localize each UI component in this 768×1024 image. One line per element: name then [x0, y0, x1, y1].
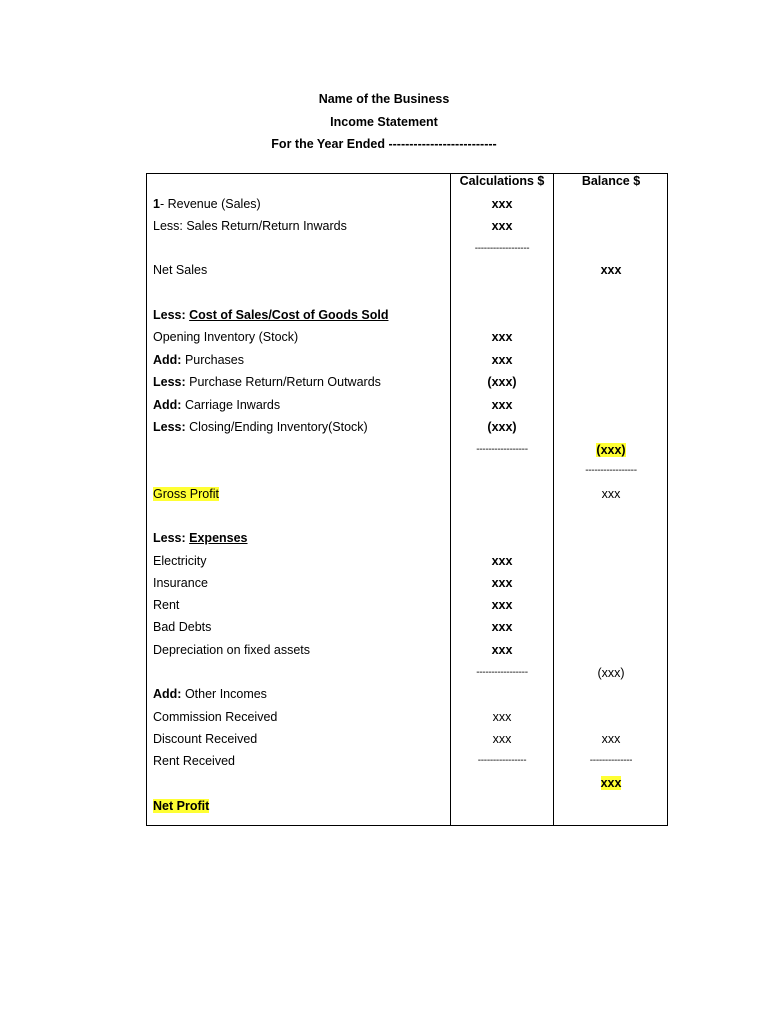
rent-received-row [147, 752, 667, 770]
carriage-inwards-row [147, 396, 667, 414]
commission-received-label: Commission Received [153, 710, 278, 724]
other-incomes-total: xxx [601, 732, 621, 746]
commission-received-calc: xxx [492, 710, 512, 724]
electricity-row [147, 552, 667, 570]
electricity-calc: xxx [491, 554, 513, 568]
insurance-calc: xxx [491, 576, 513, 590]
purchase-return-calc: (xxx) [487, 375, 517, 389]
net-profit-value-row [147, 774, 667, 792]
net-sales-label: Net Sales [153, 263, 208, 277]
separator-line: ----------------- [585, 465, 637, 476]
net-sales-balance: xxx [600, 263, 622, 277]
carriage-inwards-label: Add: Carriage Inwards [153, 398, 281, 412]
expenses-total-row [147, 664, 667, 682]
bad-debts-label: Bad Debts [153, 620, 212, 634]
closing-inventory-calc: (xxx) [487, 420, 517, 434]
opening-inventory-label: Opening Inventory (Stock) [153, 330, 299, 344]
depreciation-calc: xxx [491, 643, 513, 657]
closing-inventory-row [147, 418, 667, 436]
separator-line: -------------- [589, 755, 633, 766]
other-incomes-heading: Add: Other Incomes [153, 687, 267, 701]
purchase-return-row [147, 373, 667, 391]
net-sales-row [147, 261, 667, 279]
opening-inventory-row [147, 328, 667, 346]
discount-received-label: Discount Received [153, 732, 258, 746]
carriage-inwards-calc: xxx [491, 398, 513, 412]
discount-received-calc: xxx [492, 732, 512, 746]
separator-line: ----------------- [476, 444, 528, 455]
discount-received-row [147, 730, 667, 748]
purchase-return-label: Less: Purchase Return/Return Outwards [153, 375, 381, 389]
revenue-row [147, 195, 667, 213]
net-profit-label: Net Profit [153, 799, 210, 813]
separator-line: ----------------- [476, 667, 528, 678]
expenses-heading-row [147, 529, 667, 547]
cost-of-sales-heading: Less: Cost of Sales/Cost of Goods Sold [153, 308, 389, 322]
balance-column-header: Balance $ [581, 174, 641, 188]
separator-row [147, 240, 667, 258]
sales-return-calc: xxx [491, 219, 513, 233]
sales-return-label: Less: Sales Return/Return Inwards [153, 219, 347, 233]
cost-of-sales-heading-row [147, 306, 667, 324]
depreciation-row [147, 641, 667, 659]
other-incomes-heading-row [147, 685, 667, 703]
revenue-label: 1- Revenue (Sales) [153, 197, 261, 211]
depreciation-label: Depreciation on fixed assets [153, 643, 311, 657]
gross-profit-balance: xxx [601, 487, 621, 501]
bad-debts-calc: xxx [491, 620, 513, 634]
rent-received-label: Rent Received [153, 754, 235, 768]
business-name: Name of the Business [318, 92, 450, 106]
purchases-label: Add: Purchases [153, 353, 245, 367]
statement-title: Income Statement [330, 115, 438, 129]
bad-debts-row [147, 618, 667, 636]
rent-row [147, 596, 667, 614]
separator-row [147, 462, 667, 480]
electricity-label: Electricity [153, 554, 207, 568]
rent-label: Rent [153, 598, 180, 612]
calculations-column-header: Calculations $ [459, 174, 545, 188]
insurance-label: Insurance [153, 576, 208, 590]
column-header-row [147, 172, 667, 190]
cost-of-sales-total-row [147, 441, 667, 459]
insurance-row [147, 574, 667, 592]
purchases-row [147, 351, 667, 369]
cost-of-sales-total: (xxx) [596, 443, 626, 457]
net-profit-row [147, 797, 667, 815]
closing-inventory-label: Less: Closing/Ending Inventory(Stock) [153, 420, 368, 434]
income-statement-table [146, 173, 668, 826]
purchases-calc: xxx [491, 353, 513, 367]
gross-profit-row [147, 485, 667, 503]
rent-calc: xxx [491, 598, 513, 612]
expenses-heading: Less: Expenses [153, 531, 248, 545]
expenses-total: (xxx) [597, 666, 625, 680]
opening-inventory-calc: xxx [491, 330, 513, 344]
revenue-calc: xxx [491, 197, 513, 211]
net-profit-balance: xxx [600, 776, 622, 790]
separator-line: ------------------ [474, 243, 530, 254]
separator-line: ---------------- [477, 755, 527, 766]
sales-return-row [147, 217, 667, 235]
gross-profit-label: Gross Profit [153, 487, 219, 501]
period-label: For the Year Ended -------------------------- [271, 137, 497, 151]
commission-received-row [147, 708, 667, 726]
